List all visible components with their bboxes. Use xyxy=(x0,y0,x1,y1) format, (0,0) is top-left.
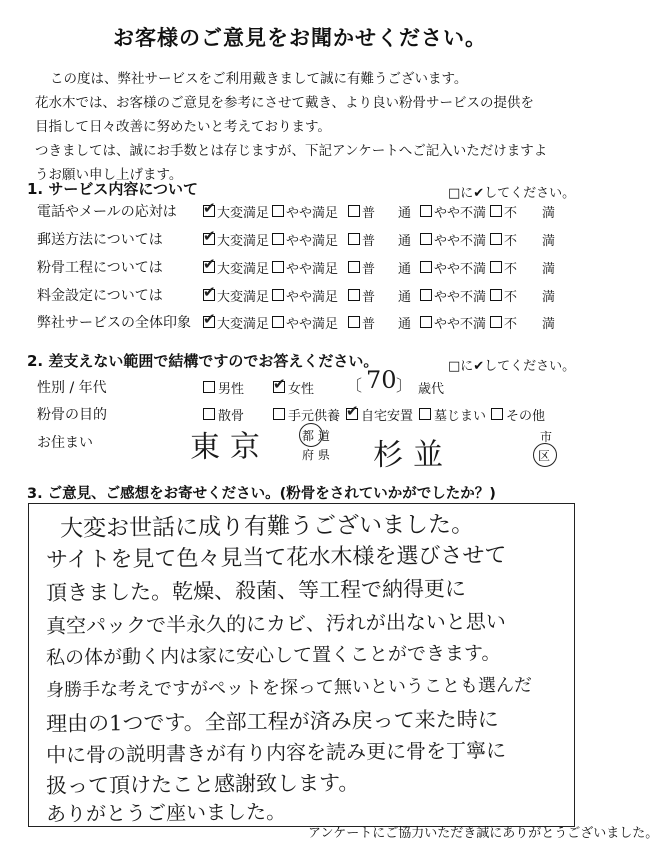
rating-question-label: 弊社サービスの全体印象 xyxy=(37,315,191,331)
rating-option-label: 通 xyxy=(398,234,412,249)
rating-option-label: 大変満足 xyxy=(217,317,270,332)
city-suffix-bottom: 区 xyxy=(538,449,551,463)
purpose-checkbox[interactable] xyxy=(273,408,285,420)
rating-checkbox[interactable] xyxy=(203,283,216,301)
rating-checkbox[interactable] xyxy=(348,205,360,217)
rating-option-label: 普 xyxy=(362,234,376,249)
rating-option-label: やや不満 xyxy=(434,290,487,305)
intro-line: 目指して日々改善に努めたいと考えております。 xyxy=(35,119,331,135)
rating-checkbox[interactable] xyxy=(348,316,360,328)
rating-checkbox[interactable] xyxy=(203,199,216,217)
intro-line: 花水木では、お客様のご意見を参考にさせて戴き、より良い粉骨サービスの提供を xyxy=(35,95,534,111)
rating-question-label: 料金設定については xyxy=(37,288,163,304)
purpose-option-label: 墓じまい xyxy=(434,409,487,424)
rating-checkbox[interactable] xyxy=(272,261,284,273)
rating-option-label: 不 xyxy=(504,290,518,305)
purpose-checkbox[interactable] xyxy=(419,408,431,420)
rating-option-label: 通 xyxy=(398,262,412,277)
check-mark-icon: ✔ xyxy=(203,310,216,328)
rating-option-label: 大変満足 xyxy=(217,206,270,221)
rating-option-label: やや満足 xyxy=(286,317,339,332)
rating-checkbox[interactable] xyxy=(420,233,432,245)
comment-line: サイトを見て色々見当て花水木様を選びさせて xyxy=(45,543,507,573)
rating-option-label: 大変満足 xyxy=(217,262,270,277)
rating-checkbox[interactable] xyxy=(272,233,284,245)
intro-line: うお願い申し上げます。 xyxy=(35,167,183,183)
rating-checkbox[interactable] xyxy=(490,205,502,217)
check-mark-icon: ✔ xyxy=(203,227,216,245)
rating-option-label: 満 xyxy=(542,290,556,305)
rating-checkbox[interactable] xyxy=(420,289,432,301)
rating-checkbox[interactable] xyxy=(420,205,432,217)
check-mark-icon: ✔ xyxy=(203,199,216,217)
rating-option-label: 満 xyxy=(542,206,556,221)
rating-question-label: 電話やメールの応対は xyxy=(37,204,177,220)
rating-option-label: やや不満 xyxy=(434,206,487,221)
section2-note: □に✔してください。 xyxy=(448,359,576,374)
comment-line: ありがとうご座いました。 xyxy=(45,799,287,826)
rating-option-label: やや満足 xyxy=(286,290,339,305)
rating-option-label: 普 xyxy=(362,262,376,277)
age-value[interactable]: 70 xyxy=(365,365,397,394)
rating-question-label: 粉骨工程については xyxy=(37,260,163,276)
rating-option-label: 不 xyxy=(504,234,518,249)
rating-checkbox[interactable] xyxy=(272,289,284,301)
rating-option-label: 満 xyxy=(542,262,556,277)
comment-line: 中に骨の説明書きが有り内容を読み更に骨を丁寧に xyxy=(45,738,507,767)
rating-checkbox[interactable] xyxy=(272,316,284,328)
age-unit: 歳代 xyxy=(418,382,445,397)
purpose-option-label: 自宅安置 xyxy=(361,409,414,424)
section1-note: □に✔してください。 xyxy=(448,186,576,201)
rating-option-label: やや不満 xyxy=(434,234,487,249)
purpose-checkbox[interactable] xyxy=(203,408,215,420)
rating-checkbox[interactable] xyxy=(490,233,502,245)
check-mark-icon: ✔ xyxy=(346,402,359,420)
comment-line: 大変お世話に成り有難うございました。 xyxy=(59,511,475,542)
rating-checkbox[interactable] xyxy=(420,261,432,273)
rating-question-label: 郵送方法については xyxy=(37,232,163,248)
age-bracket-open: 〔 xyxy=(346,376,363,395)
rating-checkbox[interactable] xyxy=(490,316,502,328)
intro-line: つきましては、誠にお手数とは存じますが、下記アンケートへご記入いただけますよ xyxy=(35,143,548,159)
page-title: お客様のご意見をお聞かせください。 xyxy=(113,26,487,50)
rating-checkbox[interactable] xyxy=(348,289,360,301)
rating-checkbox[interactable] xyxy=(203,227,216,245)
rating-option-label: 普 xyxy=(362,206,376,221)
rating-option-label: 不 xyxy=(504,262,518,277)
comment-line: 扱って頂けたこと感謝致します。 xyxy=(45,770,360,798)
gender-option-label: 女性 xyxy=(288,382,315,397)
purpose-checkbox[interactable] xyxy=(346,402,359,420)
rating-checkbox[interactable] xyxy=(420,316,432,328)
address-label: お住まい xyxy=(37,435,93,451)
rating-option-label: 大変満足 xyxy=(217,234,270,249)
purpose-checkbox[interactable] xyxy=(491,408,503,420)
rating-option-label: 大変満足 xyxy=(217,290,270,305)
comment-line: 真空パックで半永久的にカビ、汚れが出ないと思い xyxy=(45,609,506,638)
comment-line: 理由の1つです。全部工程が済み戻って来た時に xyxy=(45,707,499,736)
rating-checkbox[interactable] xyxy=(490,289,502,301)
rating-option-label: 普 xyxy=(362,290,376,305)
rating-checkbox[interactable] xyxy=(348,261,360,273)
rating-option-label: やや満足 xyxy=(286,206,339,221)
age-bracket-close: 〕 xyxy=(396,376,413,395)
comment-line: 私の体が動く内は家に安心して置くことができます。 xyxy=(45,642,501,669)
prefecture-value[interactable]: 東京 xyxy=(189,429,271,465)
gender-checkbox[interactable] xyxy=(273,375,286,393)
rating-option-label: 通 xyxy=(398,290,412,305)
comment-line: 身勝手な考えですがペットを探って無いということも選んだ xyxy=(45,674,533,701)
intro-line: この度は、弊社サービスをご利用戴きまして誠に有難うございます。 xyxy=(50,71,468,87)
rating-option-label: やや不満 xyxy=(434,317,487,332)
rating-option-label: 普 xyxy=(362,317,376,332)
footer-thanks: アンケートにご協力いただき誠にありがとうございました。 xyxy=(308,826,658,841)
rating-option-label: 満 xyxy=(542,317,556,332)
check-mark-icon: ✔ xyxy=(273,375,286,393)
rating-option-label: 不 xyxy=(504,317,518,332)
check-mark-icon: ✔ xyxy=(203,283,216,301)
rating-checkbox[interactable] xyxy=(203,310,216,328)
rating-option-label: 満 xyxy=(542,234,556,249)
rating-checkbox[interactable] xyxy=(490,261,502,273)
purpose-option-label: 手元供養 xyxy=(288,409,341,424)
section1-heading: 1. サービス内容について xyxy=(27,180,199,198)
rating-option-label: 通 xyxy=(398,206,412,221)
rating-option-label: やや不満 xyxy=(434,262,487,277)
pref-suffix-top: 都 道 xyxy=(302,429,330,443)
rating-option-label: 通 xyxy=(398,317,412,332)
city-value[interactable]: 杉並 xyxy=(372,437,454,473)
rating-checkbox[interactable] xyxy=(272,205,284,217)
city-suffix-top: 市 xyxy=(540,430,553,444)
rating-option-label: やや満足 xyxy=(286,262,339,277)
pref-suffix-bottom: 府 県 xyxy=(302,448,330,462)
rating-checkbox[interactable] xyxy=(203,255,216,273)
comment-line: 頂きました。乾燥、殺菌、等工程で納得更に xyxy=(45,576,467,605)
gender-checkbox[interactable] xyxy=(203,381,215,393)
purpose-option-label: 散骨 xyxy=(218,409,245,424)
gender-age-label: 性別 / 年代 xyxy=(37,380,107,396)
check-mark-icon: ✔ xyxy=(203,255,216,273)
gender-option-label: 男性 xyxy=(218,382,245,397)
rating-option-label: 不 xyxy=(504,206,518,221)
purpose-label: 粉骨の目的 xyxy=(37,407,107,423)
section3-heading: 3. ご意見、ご感想をお寄せください。(粉骨をされていかがでしたか？) xyxy=(27,486,496,502)
rating-option-label: やや満足 xyxy=(286,234,339,249)
section2-heading: 2. 差支えない範囲で結構ですのでお答えください。 xyxy=(27,352,379,370)
rating-checkbox[interactable] xyxy=(348,233,360,245)
purpose-option-label: その他 xyxy=(506,409,546,424)
